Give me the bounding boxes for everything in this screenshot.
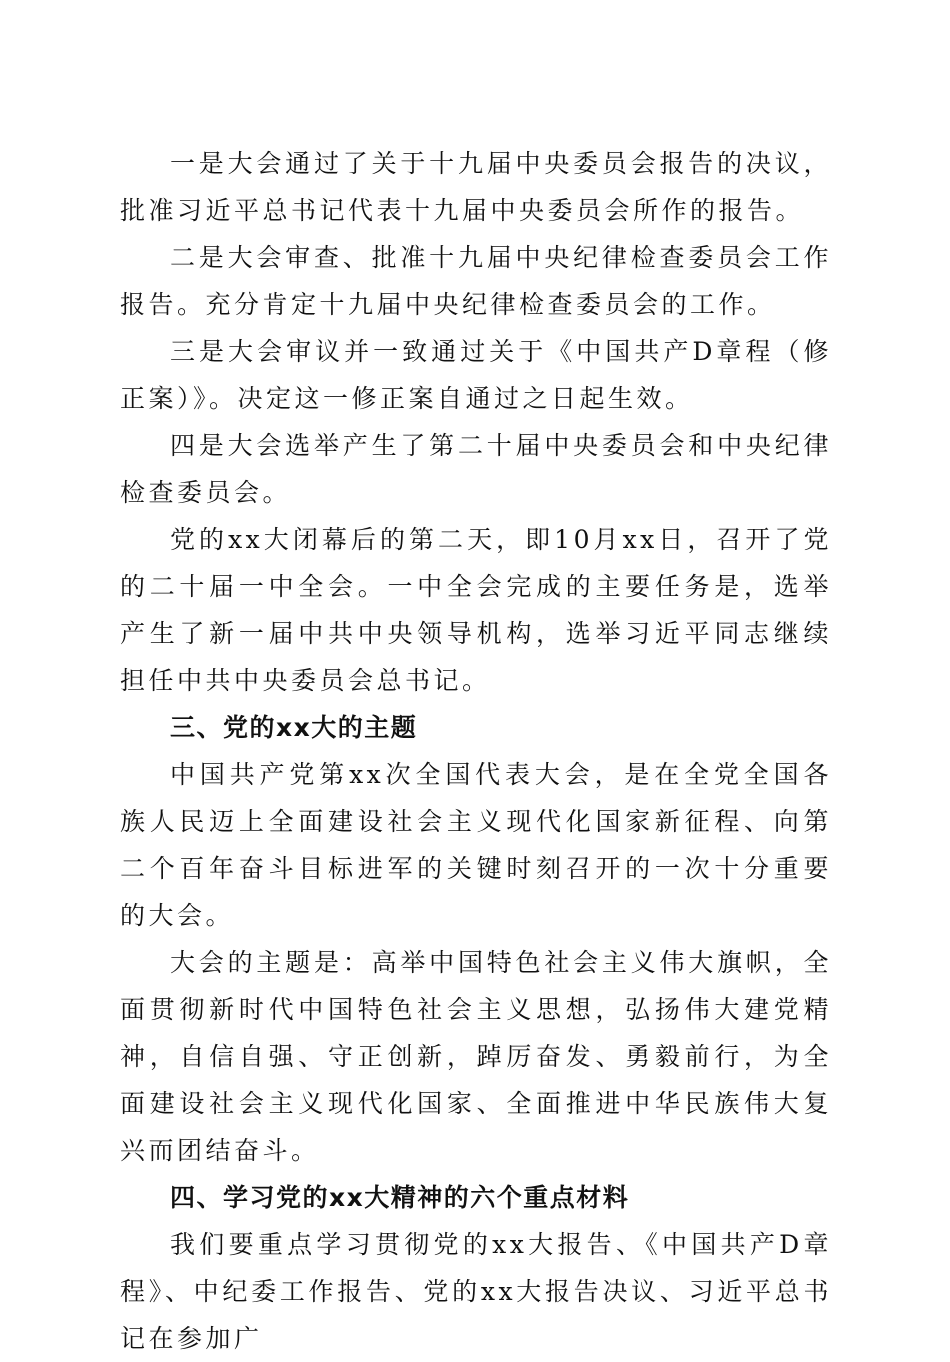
paragraph-congress-context: 中国共产党第xx次全国代表大会，是在全党全国各族人民迈上全面建设社会主义现代化国家新征程、向第二个百年奋斗目标进军的关键时刻召开的一次十分重要的大会。 <box>120 760 832 930</box>
document-body <box>120 140 832 1362</box>
paragraph-plenary-session: 党的xx大闭幕后的第二天，即10月xx日，召开了党的二十届一中全会。一中全会完成的主要任务是，选举产生了新一届中共中央领导机构，选举习近平同志继续担任中共中央委员会总书记。 <box>120 525 832 695</box>
paragraph-study-materials: 我们要重点学习贯彻党的xx大报告、《中国共产D章程》、中纪委工作报告、党的xx大报告决议、习近平总书记在参加广 <box>120 1230 832 1353</box>
section-heading-materials: 四、学习党的xx大精神的六个重点材料 <box>170 1183 630 1212</box>
paragraph-resolution-two: 二是大会审查、批准十九届中央纪律检查委员会工作报告。充分肯定十九届中央纪律检查委员会的工作。 <box>120 243 832 319</box>
section-heading-theme: 三、党的xx大的主题 <box>170 713 418 742</box>
paragraph-resolution-four: 四是大会选举产生了第二十届中央委员会和中央纪律检查委员会。 <box>120 431 832 507</box>
paragraph-congress-theme: 大会的主题是：高举中国特色社会主义伟大旗帜，全面贯彻新时代中国特色社会主义思想，弘扬伟大建党精神，自信自强、守正创新，踔厉奋发、勇毅前行，为全面建设社会主义现代化国家、全面推进中华民族伟大复兴而团结奋斗。 <box>120 948 832 1165</box>
paragraph-resolution-three: 三是大会审议并一致通过关于《中国共产D章程（修正案）》。决定这一修正案自通过之日起生效。 <box>120 337 832 413</box>
paragraph-resolution-one: 一是大会通过了关于十九届中央委员会报告的决议，批准习近平总书记代表十九届中央委员会所作的报告。 <box>120 149 832 225</box>
